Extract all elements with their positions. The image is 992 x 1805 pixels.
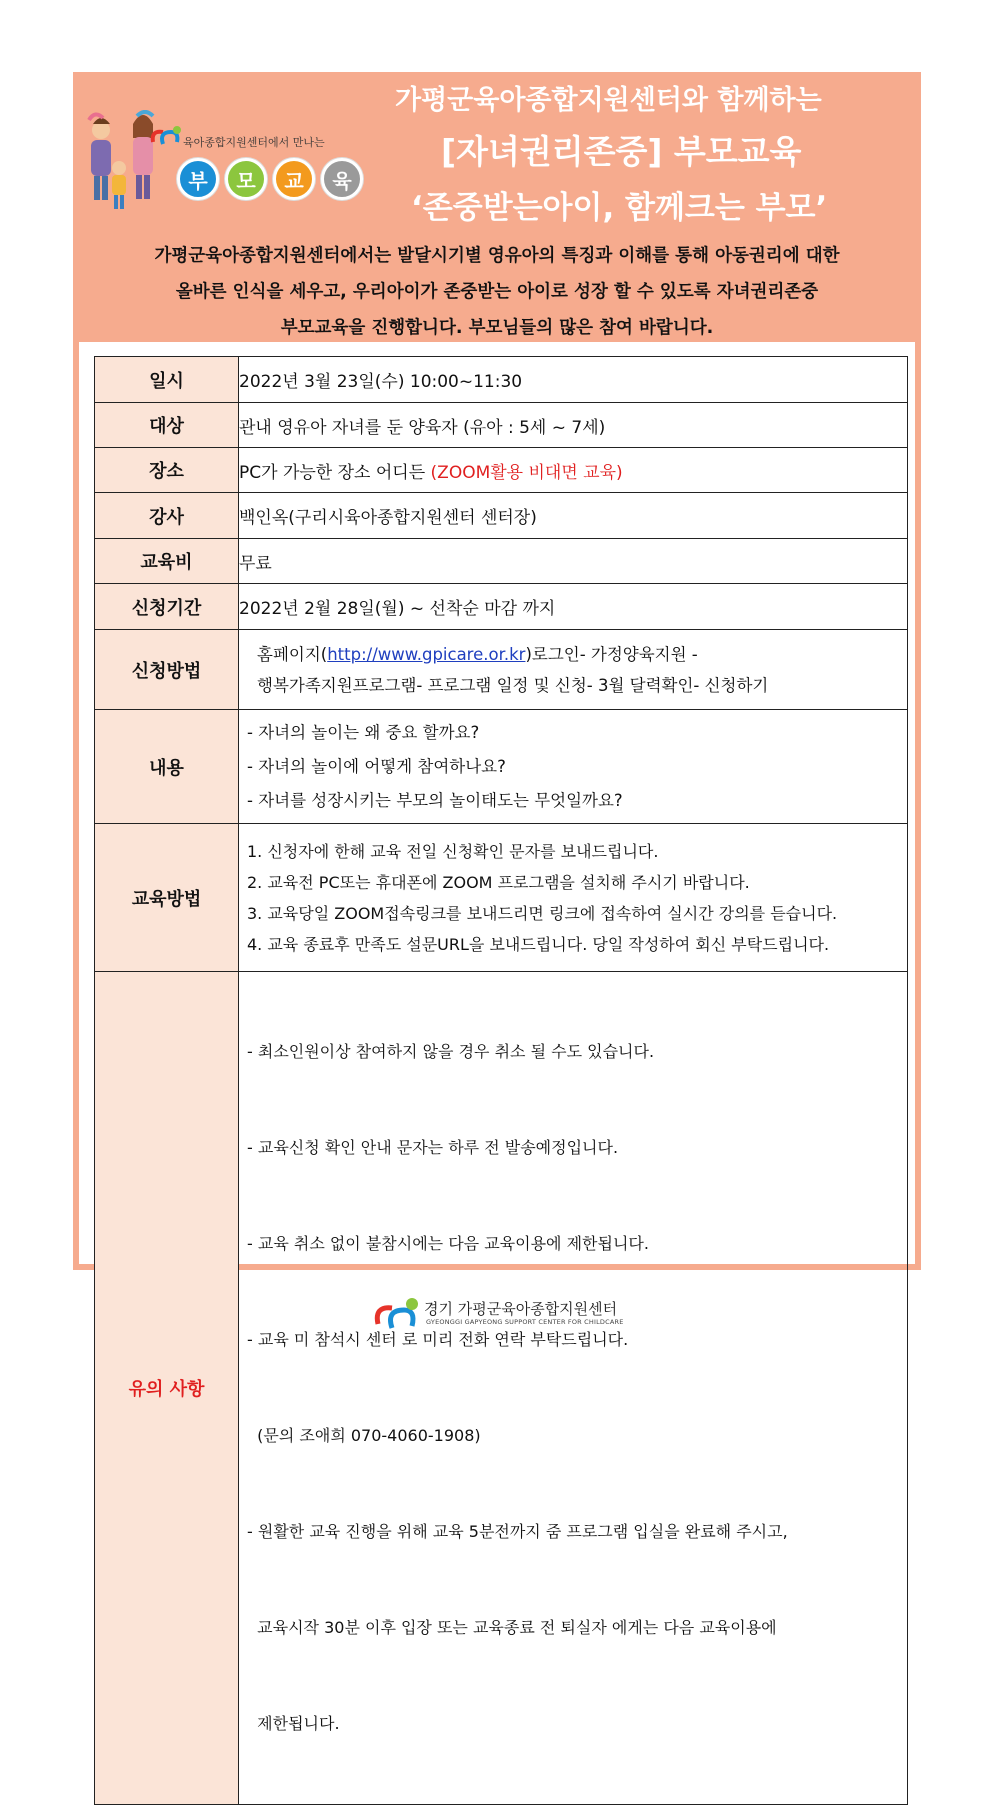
row-value: 무료: [239, 539, 908, 584]
row-label: 내용: [95, 710, 239, 824]
row-label: 대상: [95, 403, 239, 448]
apply-post: )로그인- 가정양육지원 -: [525, 644, 698, 664]
note-line: (문의 조애희 070-4060-1908): [247, 1426, 481, 1445]
apply-line-2: 행복가족지원프로그램- 프로그램 일정 및 신청- 3월 달력확인- 신청하기: [257, 675, 769, 695]
table-row: [95, 403, 908, 448]
table-row: [95, 493, 908, 539]
logo-char-bu: 부: [177, 158, 219, 200]
title-line-2: [자녀권리존중] 부모교육: [441, 132, 802, 171]
apply-line-1: [257, 639, 907, 670]
table-row-method: [95, 824, 908, 972]
logo-tagline: 육아종합지원센터에서 만나는: [183, 136, 325, 149]
homepage-link[interactable]: http://www.gpicare.or.kr: [327, 644, 526, 664]
apply-pre: 홈페이지(: [257, 644, 328, 664]
row-value: 관내 영유아 자녀를 둔 양육자 (유아 : 5세 ~ 7세): [239, 403, 908, 448]
row-value: [239, 972, 908, 1805]
table-row-notes: [95, 972, 908, 1805]
row-label: 신청방법: [95, 630, 239, 710]
note-line: 교육시작 30분 이후 입장 또는 교육종료 전 퇴실자 에게는 다음 교육이용에: [247, 1618, 777, 1637]
note-line: - 최소인원이상 참여하지 않을 경우 취소 될 수도 있습니다.: [247, 1042, 655, 1061]
footer-center-subtitle: GYEONGGI GAPYEONG SUPPORT CENTER FOR CHILDCARE: [426, 1318, 624, 1326]
center-logo-icon: [149, 124, 183, 148]
note-line: - 교육 취소 없이 불참시에는 다음 교육이용에 제한됩니다.: [247, 1234, 649, 1253]
intro-line: 가평군육아종합지원센터에서는 발달시기별 영유아의 특징과 이해를 통해 아동권리에 대한: [154, 246, 840, 266]
row-value: [239, 824, 908, 972]
row-value: [239, 710, 908, 824]
row-label: 일시: [95, 357, 239, 403]
table-row: [95, 448, 908, 493]
intro-line: 올바른 인식을 세우고, 우리아이가 존중받는 아이로 성장 할 수 있도록 자녀권리존중: [175, 282, 819, 302]
note-line: - 교육 미 참석시 센터 로 미리 전화 연락 부탁드립니다.: [247, 1330, 629, 1349]
venue-note: (ZOOM활용 비대면 교육): [430, 462, 623, 483]
logo-char-yuk: 육: [321, 158, 363, 200]
logo-circles: [177, 158, 363, 200]
method-line: 1. 신청자에 한해 교육 전일 신청확인 문자를 보내드립니다.: [247, 841, 659, 861]
content-line: - 자녀를 성장시키는 부모의 놀이태도는 무엇일까요?: [247, 790, 623, 810]
logo-char-mo: 모: [225, 158, 267, 200]
content-line: - 자녀의 놀이는 왜 중요 할까요?: [247, 722, 480, 742]
method-line: 4. 교육 종료후 만족도 설문URL을 보내드립니다. 당일 작성하여 회신 부탁드립니다.: [247, 934, 830, 954]
row-label: 강사: [95, 493, 239, 539]
content-line: - 자녀의 놀이에 어떻게 참여하나요?: [247, 756, 506, 776]
footer-logo: [372, 1296, 632, 1336]
venue-text: PC가 가능한 장소 어디든: [239, 462, 431, 483]
row-value: 2022년 3월 23일(수) 10:00~11:30: [239, 357, 908, 403]
title-line-1: 가평군육아종합지원센터와 함께하는: [395, 85, 822, 116]
row-value: [239, 448, 908, 493]
row-label: 신청기간: [95, 584, 239, 630]
info-table: [94, 356, 908, 1805]
header: [73, 72, 921, 357]
intro-text: [83, 238, 911, 346]
footer-center-name: 경기 가평군육아종합지원센터: [424, 1300, 618, 1318]
logo-char-gyo: 교: [273, 158, 315, 200]
note-line: 제한됩니다.: [247, 1714, 340, 1733]
row-label: 유의 사항: [95, 972, 239, 1805]
row-value: [239, 630, 908, 710]
program-logo: [87, 110, 352, 230]
note-line: - 원활한 교육 진행을 위해 교육 5분전까지 줌 프로그램 입실을 완료해 주시고,: [247, 1522, 788, 1541]
row-label: 교육방법: [95, 824, 239, 972]
method-line: 3. 교육당일 ZOOM접속링크를 보내드리면 링크에 접속하여 실시간 강의를 듣습니다.: [247, 903, 838, 923]
table-row: [95, 584, 908, 630]
title-line-3: ‘존중받는아이, 함께크는 부모’: [411, 190, 828, 226]
row-value: 백인옥(구리시육아종합지원센터 센터장): [239, 493, 908, 539]
row-label: 장소: [95, 448, 239, 493]
row-label: 교육비: [95, 539, 239, 584]
row-value: 2022년 2월 28일(월) ~ 선착순 마감 까지: [239, 584, 908, 630]
table-row-apply: [95, 630, 908, 710]
intro-line: 부모교육을 진행합니다. 부모님들의 많은 참여 바랍니다.: [280, 318, 714, 338]
table-row-content: [95, 710, 908, 824]
table-row: [95, 539, 908, 584]
method-line: 2. 교육전 PC또는 휴대폰에 ZOOM 프로그램을 설치해 주시기 바랍니다.: [247, 872, 750, 892]
center-logo-icon: [372, 1296, 420, 1332]
note-line: - 교육신청 확인 안내 문자는 하루 전 발송예정입니다.: [247, 1138, 619, 1157]
table-row: [95, 357, 908, 403]
